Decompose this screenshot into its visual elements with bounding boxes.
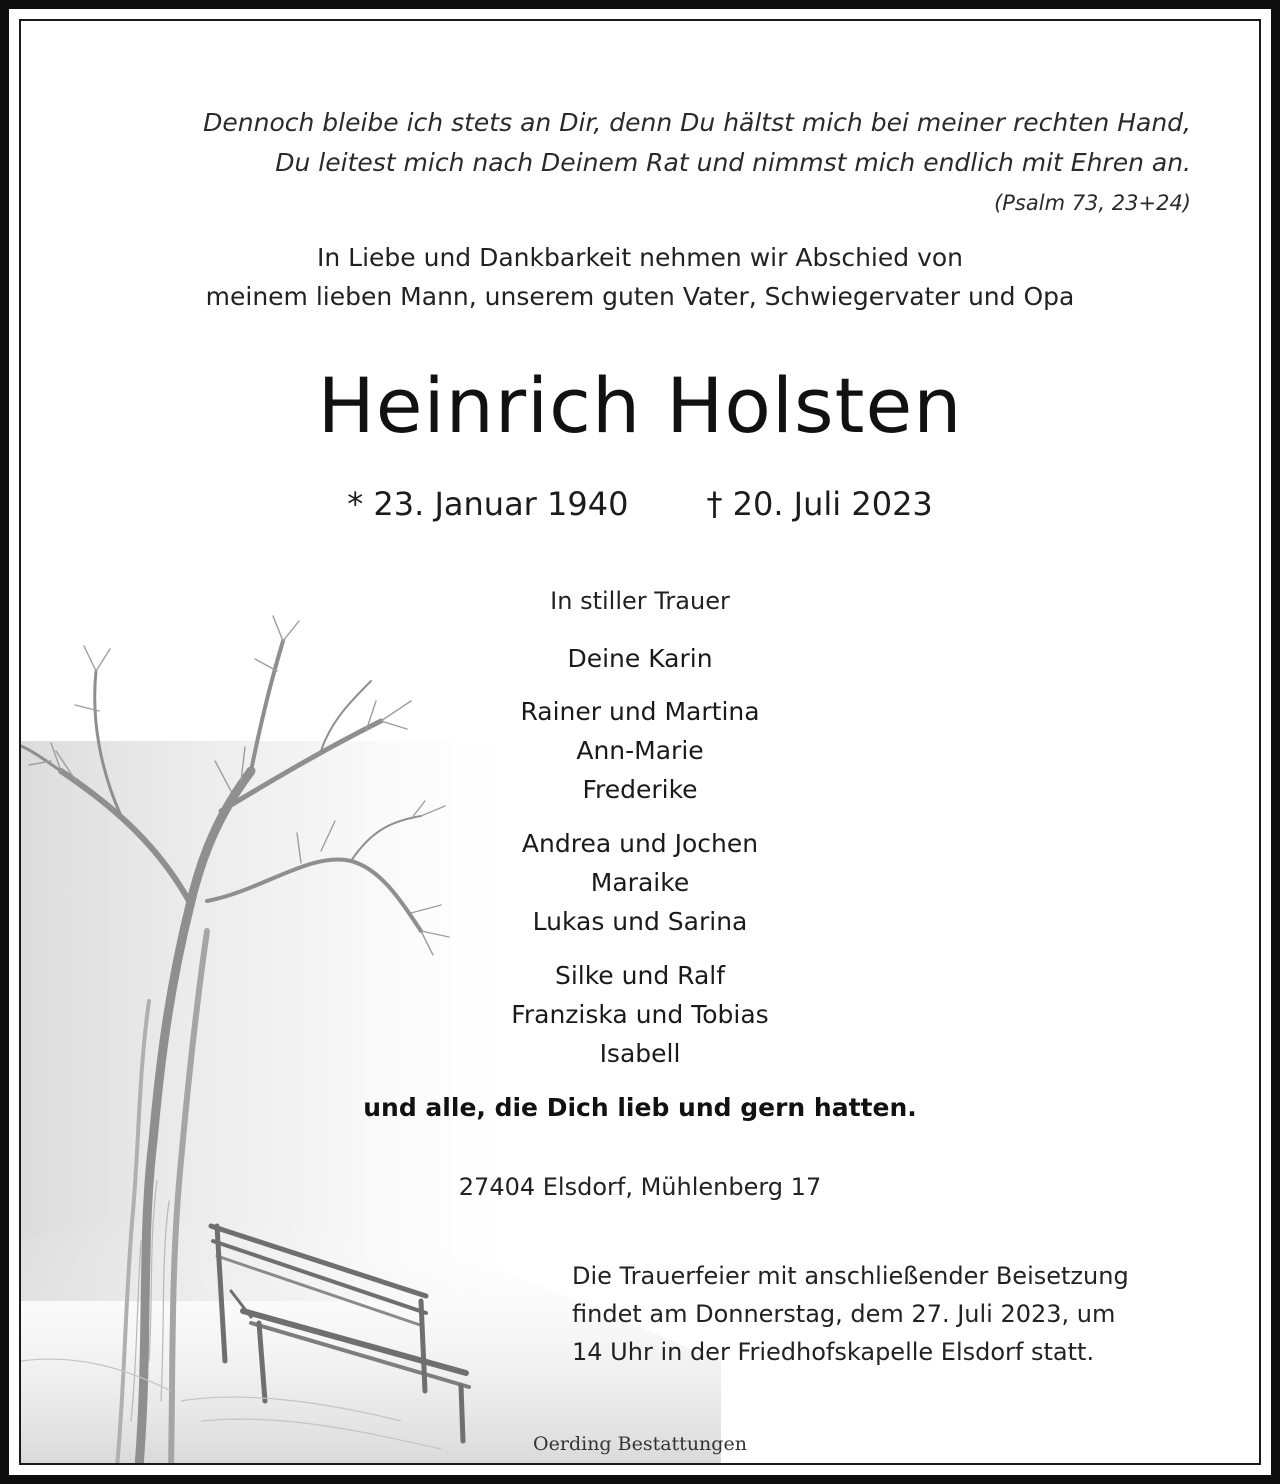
mourner-name: Deine Karin	[567, 644, 713, 673]
mourner-name: Lukas und Sarina	[532, 907, 748, 936]
mourners-closing: und alle, die Dich lieb und gern hatten.	[363, 1093, 917, 1122]
psalm-verse-line-1: Dennoch bleibe ich stets an Dir, denn Du hältst mich bei meiner rechten Hand,	[203, 108, 1191, 137]
mourner-group-4	[21, 956, 1259, 1073]
mourner-name: Ann-Marie	[576, 736, 704, 765]
mourner-name: Frederike	[582, 775, 698, 804]
mourner-name: Silke und Ralf	[554, 961, 726, 990]
psalm-verse-line-2: Du leitest mich nach Deinem Rat und nimmst mich endlich mit Ehren an.	[275, 148, 1191, 177]
undertaker-credit: Oerding Bestattungen	[533, 1433, 747, 1455]
funeral-service-info	[572, 1257, 1232, 1371]
mourner-name: Isabell	[599, 1039, 681, 1068]
mourning-heading: In stiller Trauer	[550, 587, 730, 615]
service-line-3: 14 Uhr in der Friedhofskapelle Elsdorf statt.	[572, 1338, 1095, 1366]
farewell-intro-line-1: In Liebe und Dankbarkeit nehmen wir Abschied von	[316, 243, 964, 272]
mourner-group-2	[21, 692, 1259, 809]
birth-date: * 23. Januar 1940	[347, 485, 629, 523]
mourner-group-3	[21, 824, 1259, 941]
mourner-name: Franziska und Tobias	[511, 1000, 769, 1029]
family-address: 27404 Elsdorf, Mühlenberg 17	[458, 1173, 822, 1201]
mourner-name: Andrea und Jochen	[521, 829, 759, 858]
farewell-intro-line-2: meinem lieben Mann, unserem guten Vater, Schwiegervater und Opa	[205, 282, 1075, 311]
mourner-name: Maraike	[590, 868, 690, 897]
mourner-group-1	[21, 639, 1259, 678]
service-line-2: findet am Donnerstag, dem 27. Juli 2023, um	[572, 1300, 1116, 1328]
psalm-reference: (Psalm 73, 23+24)	[994, 191, 1191, 215]
deceased-name: Heinrich Holsten	[317, 361, 963, 450]
service-line-1: Die Trauerfeier mit anschließender Beisetzung	[572, 1262, 1129, 1290]
mourner-name: Rainer und Martina	[520, 697, 760, 726]
death-date: † 20. Juli 2023	[706, 485, 933, 523]
life-dates	[21, 485, 1259, 523]
obituary-card	[19, 19, 1261, 1465]
